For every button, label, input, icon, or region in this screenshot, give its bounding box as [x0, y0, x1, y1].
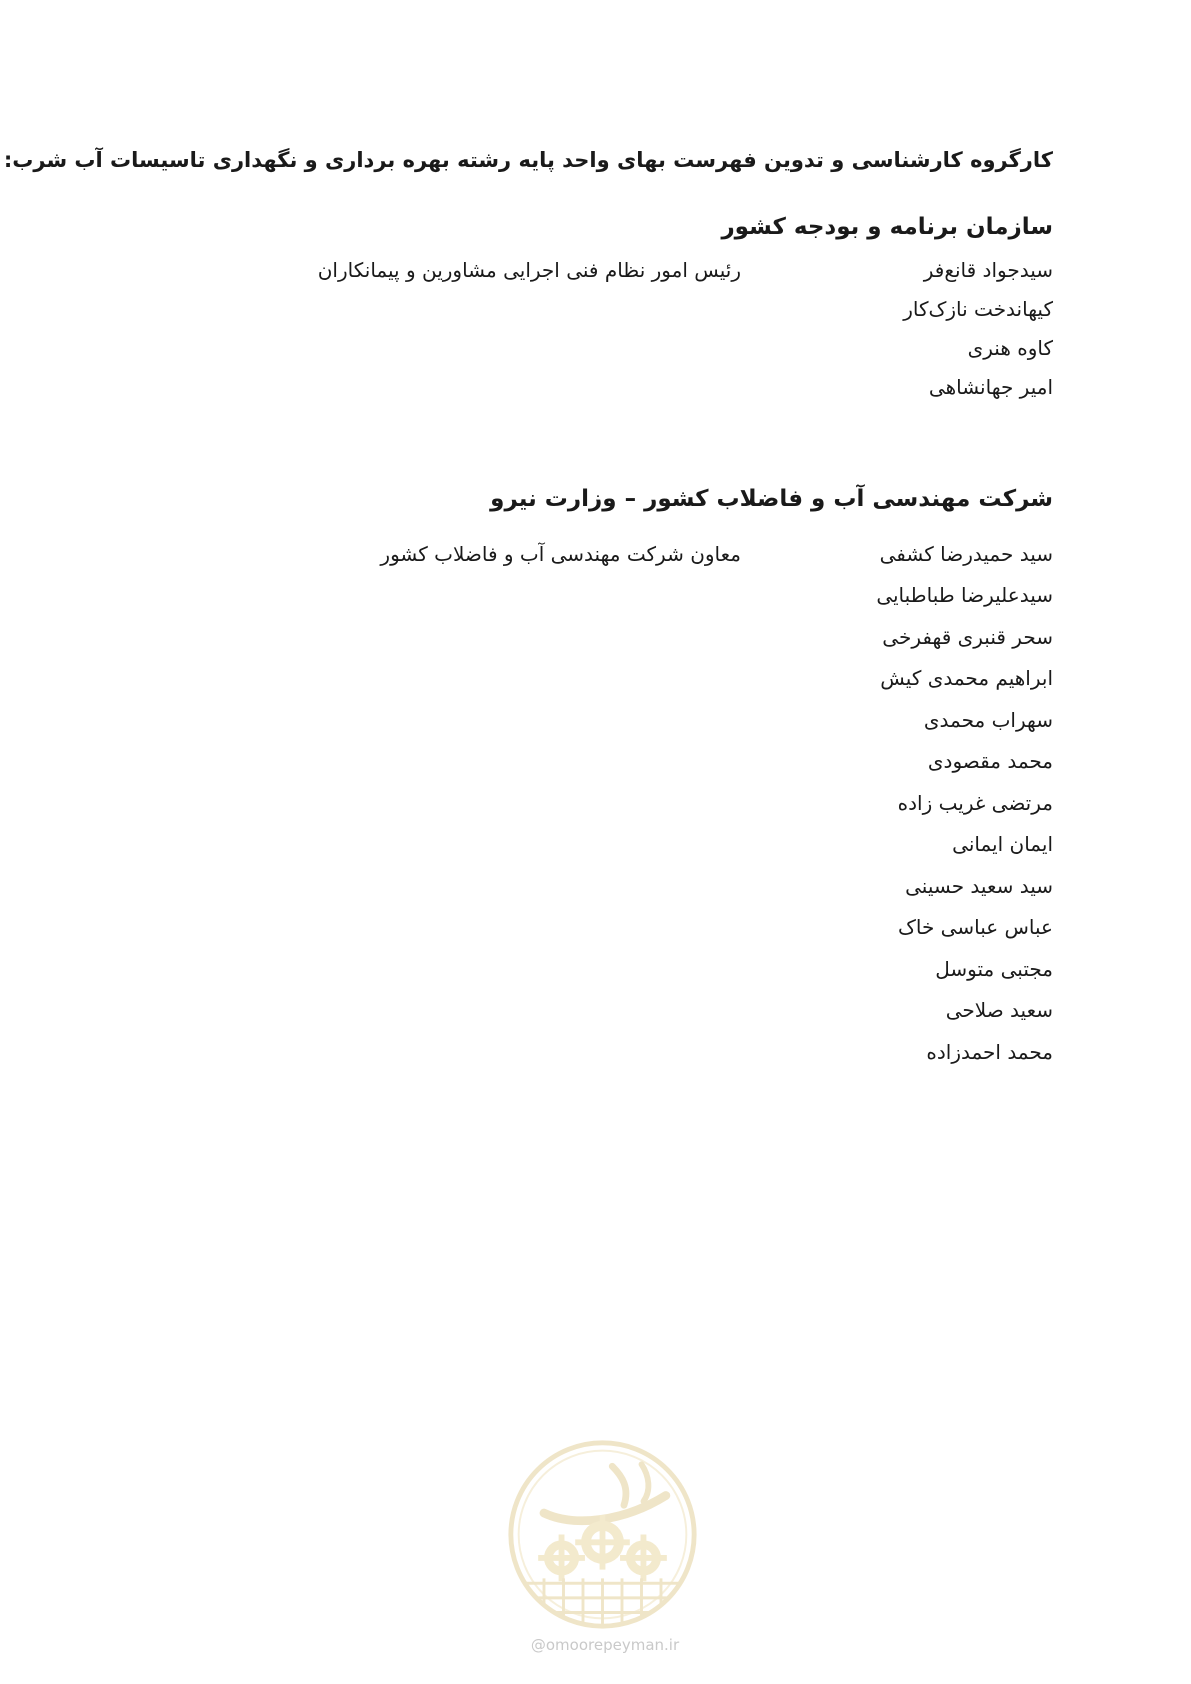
- member-row: [133, 258, 1053, 298]
- member-row: [133, 1040, 1053, 1080]
- member-name: سید حمیدرضا کشفی: [879, 542, 1053, 566]
- member-row: [133, 957, 1053, 997]
- omoorepeyman-logo-icon: [505, 1437, 700, 1632]
- member-name: سحر قنبری قهفرخی: [882, 625, 1053, 649]
- member-role: رئیس امور نظام فنی اجرایی مشاورین و پیمانکاران: [317, 258, 741, 282]
- member-row: [133, 749, 1053, 789]
- member-row: [133, 832, 1053, 872]
- member-name: امیر جهانشاهی: [928, 375, 1053, 399]
- document-title: کارگروه کارشناسی و تدوین فهرست بهای واحد پایه رشته بهره برداری و نگهداری تاسیسات آب شرب:: [3, 148, 1053, 172]
- member-name: محمد احمدزاده: [926, 1040, 1053, 1064]
- member-row: [133, 998, 1053, 1038]
- member-row: [133, 625, 1053, 665]
- member-row: [133, 542, 1053, 582]
- member-name: سیدجواد قانع‌فر: [923, 258, 1053, 282]
- member-name: کاوه هنری: [967, 336, 1053, 360]
- member-row: [133, 297, 1053, 337]
- member-name: ابراهیم محمدی کیش: [880, 666, 1053, 690]
- member-row: [133, 791, 1053, 831]
- member-name: محمد مقصودی: [927, 749, 1053, 773]
- member-name: مرتضی غریب زاده: [897, 791, 1053, 815]
- member-row: [133, 915, 1053, 955]
- member-row: [133, 874, 1053, 914]
- member-row: [133, 666, 1053, 706]
- member-name: سهراب محمدی: [923, 708, 1053, 732]
- section-heading-budget-org: سازمان برنامه و بودجه کشور: [721, 214, 1053, 240]
- member-name: سعید صلاحی: [945, 998, 1053, 1022]
- member-name: مجتبی متوسل: [935, 957, 1053, 981]
- member-row: [133, 375, 1053, 415]
- member-name: کیهاندخت نازک‌کار: [903, 297, 1053, 321]
- member-name: سیدعلیرضا طباطبایی: [876, 583, 1053, 607]
- watermark-url: @omoorepeyman.ir: [530, 1636, 680, 1654]
- member-row: [133, 336, 1053, 376]
- member-name: سید سعید حسینی: [905, 874, 1053, 898]
- section-heading-water-company: شرکت مهندسی آب و فاضلاب کشور – وزارت نیرو: [490, 486, 1053, 512]
- member-role: معاون شرکت مهندسی آب و فاضلاب کشور: [380, 542, 741, 566]
- member-row: [133, 708, 1053, 748]
- member-name: عباس عباسی خاک: [897, 915, 1053, 939]
- member-row: [133, 583, 1053, 623]
- member-name: ایمان ایمانی: [952, 832, 1053, 856]
